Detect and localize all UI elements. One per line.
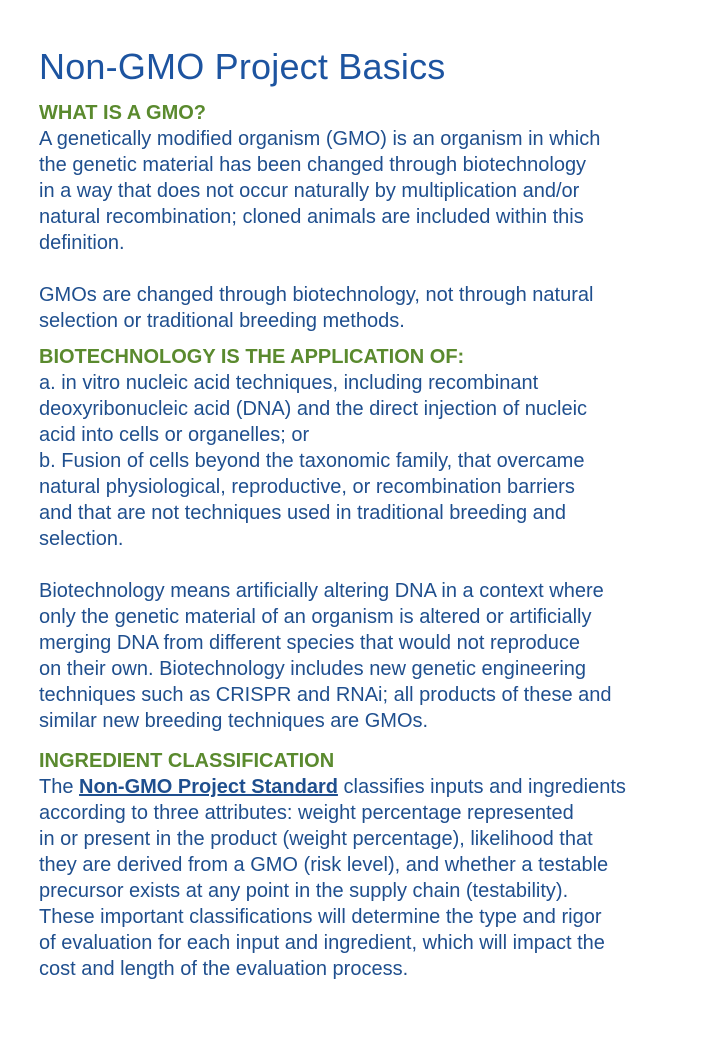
section-heading: WHAT IS A GMO? (39, 102, 207, 124)
paragraph-body: classifies inputs and ingredients according to three attributes: weight percentage represented in or present in the product (weight percentage), likelihood that they are derived from a GMO (risk level), and whether a testable precursor exists at any point in the supply chain (testability). These important classifications will determine the type and rigor of evaluation for each input and ingredient, which will impact the cost and length of the evaluation process. (39, 776, 626, 980)
paragraph: A genetically modified organism (GMO) is an organism in which the genetic material has been changed through biotechnology in a way that does not occur naturally by multiplication and/or natural recombination; cloned animals are included within this definition. (39, 128, 601, 254)
page-title: Non-GMO Project Basics (39, 46, 446, 87)
paragraph-gap (39, 256, 678, 282)
section-heading: BIOTECHNOLOGY IS THE APPLICATION OF: (39, 346, 465, 368)
paragraph-gap (39, 552, 678, 578)
paragraph: GMOs are changed through biotechnology, not through natural selection or traditional breeding methods. (39, 284, 594, 332)
non-gmo-standard-link[interactable]: Non-GMO Project Standard (79, 776, 338, 798)
paragraph (39, 774, 678, 982)
section-biotechnology (39, 344, 678, 734)
section-what-is-gmo (39, 100, 678, 334)
section-ingredient-classification (39, 748, 678, 982)
section-heading: INGREDIENT CLASSIFICATION (39, 750, 335, 772)
paragraph-intro: The (39, 776, 80, 798)
paragraph: Biotechnology means artificially altering DNA in a context where only the genetic material of an organism is altered or artificially merging DNA from different species that would not reproduce on their own. Biotechnology includes new genetic engineering techniques such as CRISPR and RNAi; all products of these and similar new breeding techniques are GMOs. (39, 580, 612, 732)
paragraph: a. in vitro nucleic acid techniques, including recombinant deoxyribonucleic acid (DNA) and the direct injection of nucleic acid into cells or organelles; or b. Fusion of cells beyond the taxonomic family, that overcame natural physiological, reproductive, or recombination barriers and that are not techniques used in traditional breeding and selection. (39, 372, 588, 550)
